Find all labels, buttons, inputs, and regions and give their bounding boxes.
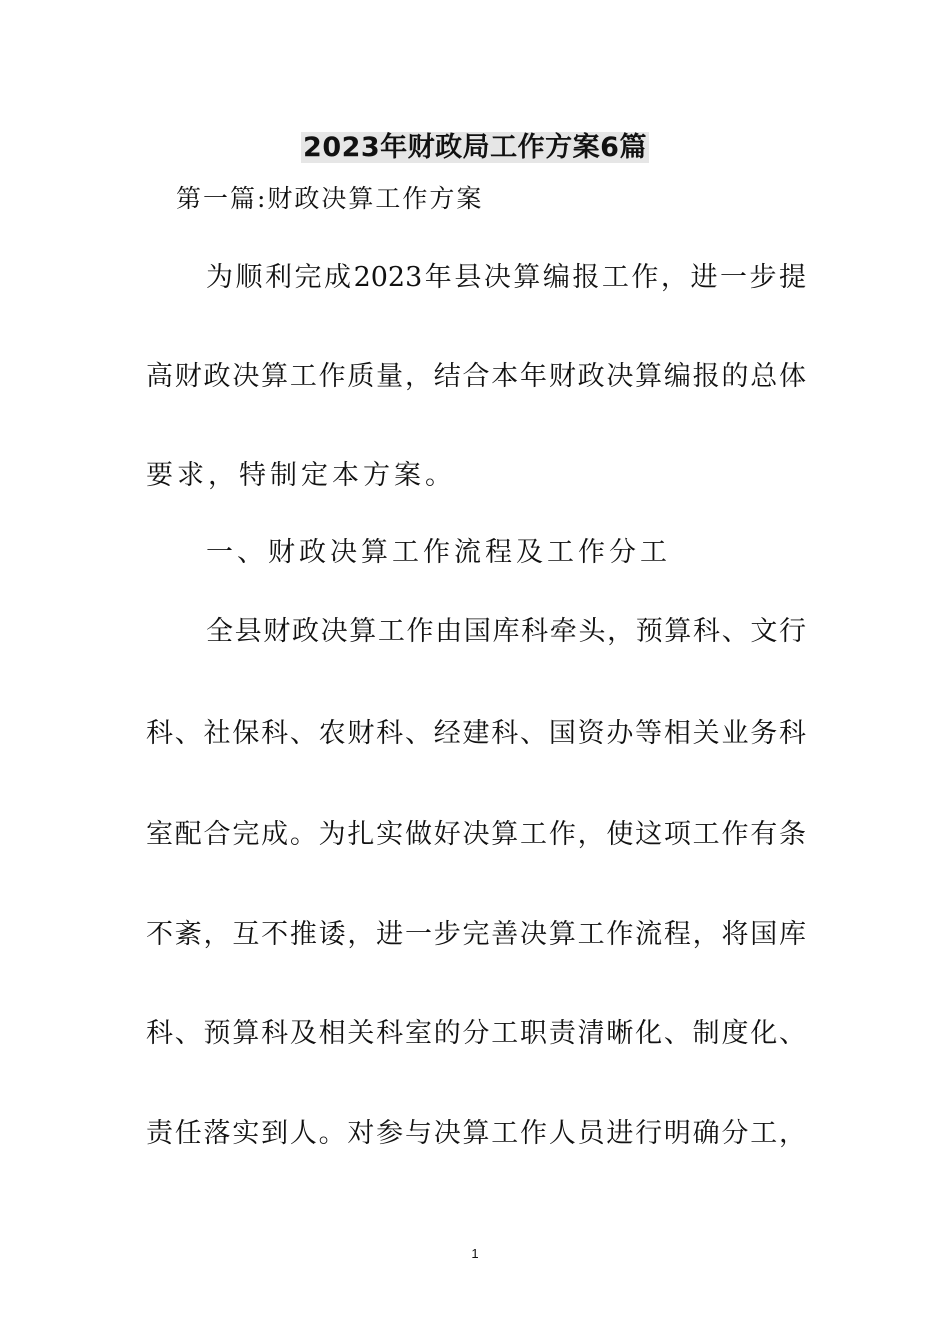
section-heading: 一、财政决算工作流程及工作分工 [206, 537, 671, 568]
document-title [0, 131, 950, 165]
paragraph-line: 要求，特制定本方案。 [146, 460, 456, 491]
document-title-text: 2023年财政局工作方案6篇 [303, 132, 647, 163]
paragraph-line: 室配合完成。为扎实做好决算工作，使这项工作有条 [146, 819, 806, 850]
paragraph-line: 全县财政决算工作由国库科牵头，预算科、文行 [206, 616, 806, 647]
section-subtitle: 第一篇:财政决算工作方案 [176, 184, 484, 213]
paragraph-line: 科、社保科、农财科、经建科、国资办等相关业务科 [146, 718, 806, 749]
paragraph-line: 科、预算科及相关科室的分工职责清晰化、制度化、 [146, 1018, 806, 1049]
paragraph-line: 高财政决算工作质量，结合本年财政决算编报的总体 [146, 361, 806, 392]
paragraph-line: 责任落实到人。对参与决算工作人员进行明确分工， [146, 1118, 806, 1149]
page-number: 1 [471, 1246, 479, 1261]
paragraph-line: 不紊，互不推诿，进一步完善决算工作流程，将国库 [146, 919, 806, 950]
paragraph-line: 为顺利完成2023年县决算编报工作，进一步提 [206, 262, 806, 293]
